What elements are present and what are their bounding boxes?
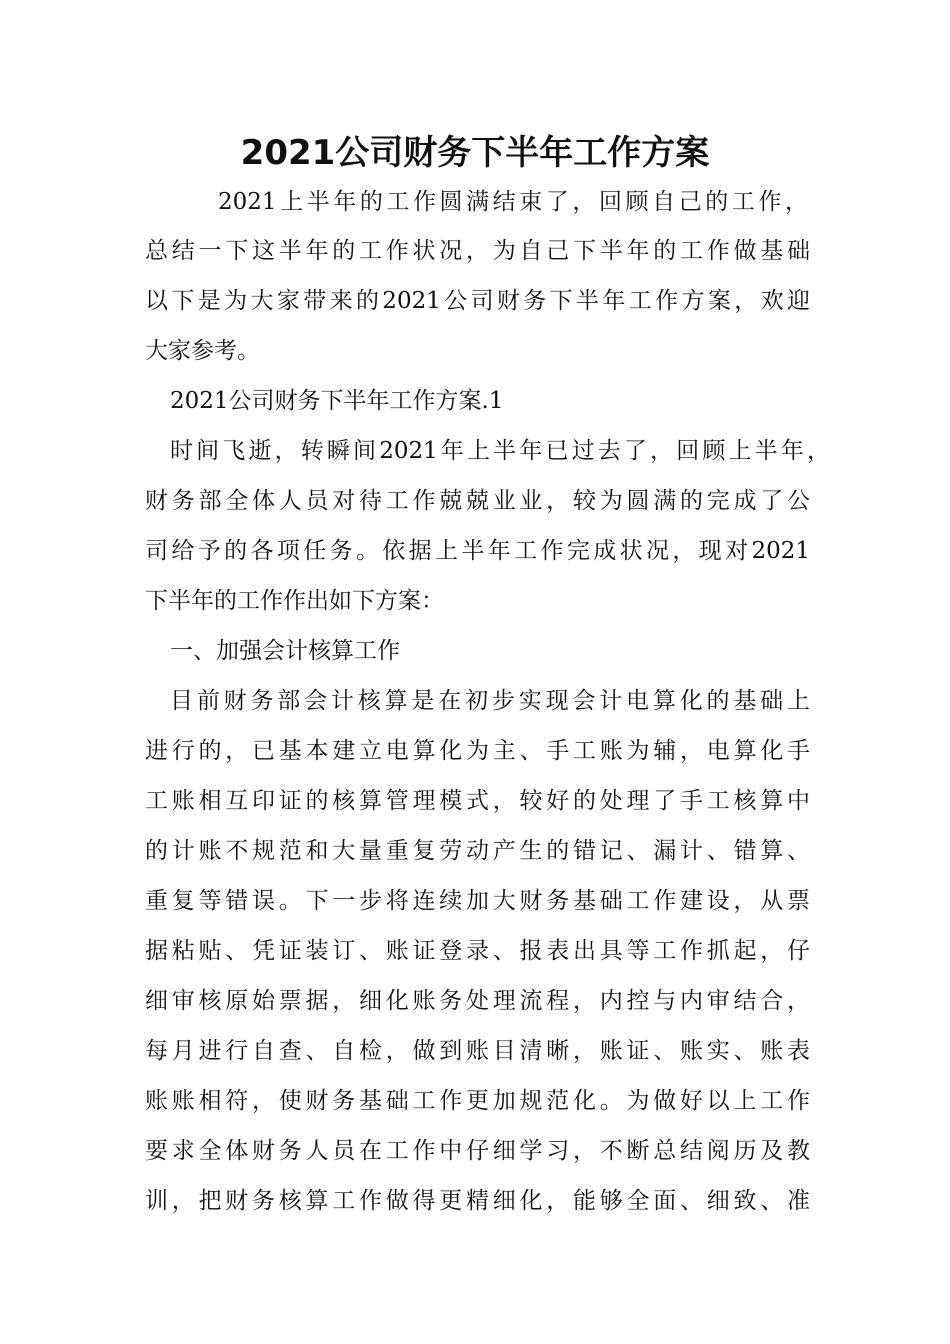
body-line-4: 的计账不规范和大量重复劳动产生的错记、漏计、错算、 [145, 838, 810, 864]
document-title: 2021公司财务下半年工作方案 [240, 133, 710, 173]
intro-line-2: 总结一下这半年的工作状况，为自己下半年的工作做基础 [145, 238, 810, 264]
body-line-1: 目前财务部会计核算是在初步实现会计电算化的基础上 [170, 688, 810, 714]
section-heading-plan-1: 2021公司财务下半年工作方案.1 [170, 388, 504, 414]
intro-line-3: 以下是为大家带来的2021公司财务下半年工作方案，欢迎 [145, 288, 810, 314]
body-line-6: 据粘贴、凭证装订、账证登录、报表出具等工作抓起，仔 [145, 938, 810, 964]
body-line-2: 进行的，已基本建立电算化为主、手工账为辅，电算化手 [145, 738, 810, 764]
body-line-7: 细审核原始票据，细化账务处理流程，内控与内审结合， [145, 988, 810, 1014]
subheading-accounting: 一、加强会计核算工作 [170, 638, 400, 664]
intro-line-1: 2021上半年的工作圆满结束了，回顾自己的工作， [218, 189, 808, 215]
body-line-11: 训，把财务核算工作做得更精细化，能够全面、细致、准 [145, 1188, 810, 1214]
body-line-5: 重复等错误。下一步将连续加大财务基础工作建设，从票 [145, 888, 810, 914]
paragraph-line-4: 下半年的工作作出如下方案： [145, 588, 444, 614]
paragraph-line-2: 财务部全体人员对待工作兢兢业业，较为圆满的完成了公 [145, 488, 810, 514]
paragraph-line-1: 时间飞逝，转瞬间2021年上半年已过去了，回顾上半年， [170, 438, 830, 464]
paragraph-line-3: 司给予的各项任务。依据上半年工作完成状况，现对2021 [145, 538, 810, 564]
body-line-10: 要求全体财务人员在工作中仔细学习，不断总结阅历及教 [145, 1138, 810, 1164]
body-line-8: 每月进行自查、自检，做到账目清晰，账证、账实、账表 [145, 1038, 810, 1064]
intro-line-4: 大家参考。 [145, 338, 260, 364]
body-line-3: 工账相互印证的核算管理模式，较好的处理了手工核算中 [145, 788, 810, 814]
body-line-9: 账账相符，使财务基础工作更加规范化。为做好以上工作 [145, 1088, 810, 1114]
